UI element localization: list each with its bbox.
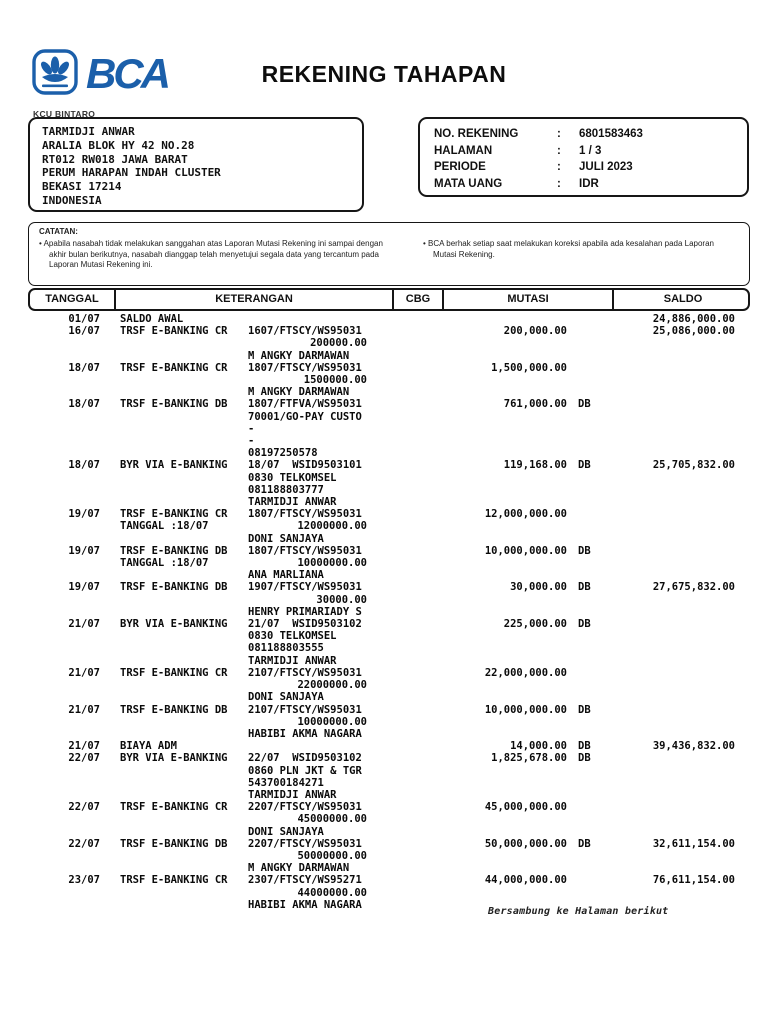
txn-date: 18/07 [68, 361, 100, 374]
txn-detail-line: 10000000.00 [297, 557, 367, 570]
txn-detail-line: 70001/GO-PAY CUSTO [248, 410, 362, 423]
address-line: BEKASI 17214 [42, 180, 122, 194]
txn-db-marker: DB [578, 618, 591, 631]
txn-detail-cell [248, 838, 390, 875]
txn-date-cell [28, 398, 112, 410]
txn-mutasi-amount: 1,825,678.00 [491, 752, 567, 765]
table-row [28, 618, 750, 667]
txn-detail-line: 45000000.00 [297, 813, 367, 826]
txn-detail-cell [248, 801, 390, 838]
txn-detail-line: 22/07 WSID9503102 [248, 752, 362, 765]
txn-type: TRSF E-BANKING CR [120, 325, 228, 338]
txn-detail-line: 0830 TELKOMSEL [248, 471, 337, 484]
txn-detail-line: 543700184271 [248, 776, 324, 789]
txn-detail-cell [248, 398, 390, 459]
table-row [28, 313, 750, 325]
account-info-value: 1 / 3 [579, 144, 602, 157]
txn-detail-line: 1607/FTSCY/WS95031 [248, 325, 362, 338]
account-info-value: 6801583463 [579, 128, 643, 140]
txn-mutasi-cell [440, 398, 610, 410]
txn-saldo: 27,675,832.00 [652, 581, 735, 594]
txn-saldo: 39,436,832.00 [652, 740, 735, 753]
table-row [28, 801, 750, 838]
txn-db-marker: DB [578, 837, 591, 850]
txn-date-cell [28, 545, 112, 557]
txn-type-extra: TANGGAL :18/07 [120, 557, 209, 570]
txn-date-cell [28, 704, 112, 716]
txn-date-cell [28, 801, 112, 813]
txn-detail-line: M ANGKY DARMAWAN [248, 349, 350, 362]
txn-db-marker [567, 801, 610, 813]
table-row [28, 545, 750, 582]
txn-date: 18/07 [68, 459, 100, 472]
account-info-row [434, 159, 733, 176]
txn-date-cell [28, 325, 112, 337]
txn-detail-line: 1500000.00 [303, 374, 367, 387]
txn-saldo-cell [610, 313, 750, 325]
txn-type: TRSF E-BANKING DB [120, 837, 228, 850]
txn-detail-line: TARMIDJI ANWAR [248, 654, 337, 667]
txn-date: 19/07 [68, 508, 100, 521]
account-info-label: NO. REKENING [434, 128, 519, 140]
txn-db-marker [567, 362, 610, 374]
table-row [28, 508, 750, 545]
txn-date-cell [28, 459, 112, 471]
txn-mutasi-cell [440, 459, 610, 471]
txn-mutasi-amount: 50,000,000.00 [484, 837, 567, 850]
txn-type-cell [112, 618, 248, 630]
txn-detail-line: 22000000.00 [297, 679, 367, 692]
account-info-label: MATA UANG [434, 177, 503, 190]
txn-detail-cell [248, 618, 390, 667]
address-line: INDONESIA [42, 193, 102, 207]
txn-db-marker [567, 667, 610, 679]
address-line: RT012 RW018 JAWA BARAT [42, 152, 188, 166]
address-line: ARALIA BLOK HY 42 NO.28 [42, 138, 195, 152]
txn-detail-line: TARMIDJI ANWAR [248, 496, 337, 509]
bca-wordmark: BCA [86, 50, 168, 97]
txn-date-cell [28, 618, 112, 630]
note-item: • BCA berhak setiap saat melakukan koreksi apabila ada kesalahan pada Laporan Mutasi Rekening. [423, 239, 714, 259]
txn-mutasi-amount: 10,000,000.00 [484, 703, 567, 716]
txn-mutasi-amount: 30,000.00 [510, 581, 567, 594]
txn-type-cell [112, 545, 248, 569]
table-row [28, 740, 750, 752]
txn-detail-line: 0830 TELKOMSEL [248, 630, 337, 643]
txn-date-cell [28, 313, 112, 325]
txn-mutasi-cell [440, 667, 610, 679]
txn-type-cell [112, 667, 248, 679]
txn-type: BYR VIA E-BANKING [120, 459, 228, 472]
notes-label: CATATAN: [39, 227, 78, 236]
txn-mutasi-amount: 44,000,000.00 [484, 874, 567, 887]
branch-label: KCU BINTARO [33, 109, 96, 119]
txn-detail-line: HABIBI AKMA NAGARA [248, 727, 362, 740]
txn-type-cell [112, 581, 248, 593]
txn-date-cell [28, 752, 112, 764]
txn-detail-line: DONI SANJAYA [248, 825, 324, 838]
txn-detail-line: 44000000.00 [297, 886, 367, 899]
txn-saldo-cell [610, 459, 750, 471]
table-row [28, 838, 750, 875]
txn-detail-line: 1807/FTSCY/WS95031 [248, 361, 362, 374]
txn-mutasi-amount: 10,000,000.00 [484, 544, 567, 557]
txn-date-cell [28, 667, 112, 679]
txn-type-cell [112, 362, 248, 374]
txn-saldo: 76,611,154.00 [652, 874, 735, 887]
txn-date: 21/07 [68, 618, 100, 631]
address-line: PERUM HARAPAN INDAH CLUSTER [42, 166, 221, 180]
txn-saldo-cell [610, 581, 750, 593]
column-header-cbg: CBG [392, 290, 442, 309]
address-line: TARMIDJI ANWAR [42, 125, 135, 138]
txn-date: 01/07 [68, 313, 100, 325]
txn-detail-cell [248, 581, 390, 618]
table-row [28, 362, 750, 399]
txn-detail-line: 30000.00 [316, 593, 367, 606]
txn-type: TRSF E-BANKING CR [120, 666, 228, 679]
txn-db-marker [567, 508, 610, 520]
txn-mutasi-amount: 200,000.00 [503, 325, 567, 338]
txn-type: SALDO AWAL [120, 313, 184, 325]
txn-date: 21/07 [68, 703, 100, 716]
txn-mutasi-cell [440, 325, 610, 337]
txn-db-marker: DB [578, 703, 591, 716]
txn-date: 22/07 [68, 801, 100, 814]
txn-detail-cell [248, 508, 390, 545]
txn-detail-line: 18/07 WSID9503101 [248, 459, 362, 472]
txn-detail-line: 200000.00 [310, 337, 367, 350]
txn-mutasi-cell [440, 704, 610, 716]
txn-type: BIAYA ADM [120, 740, 177, 753]
account-info-colon: : [557, 161, 561, 173]
txn-date: 18/07 [68, 398, 100, 411]
txn-date: 22/07 [68, 752, 100, 765]
txn-detail-line: HABIBI AKMA NAGARA [248, 898, 362, 911]
table-header [28, 288, 750, 311]
txn-db-marker: DB [578, 459, 591, 472]
notes-box [28, 222, 750, 286]
txn-type: TRSF E-BANKING DB [120, 398, 228, 411]
page-title: REKENING TAHAPAN [261, 61, 507, 87]
txn-detail-line: 2207/FTSCY/WS95031 [248, 837, 362, 850]
notes-items [39, 239, 739, 271]
txn-mutasi-amount: 119,168.00 [503, 459, 567, 472]
table-row [28, 704, 750, 741]
table-row [28, 459, 750, 508]
txn-type: BYR VIA E-BANKING [120, 752, 228, 765]
account-info-value: JULI 2023 [579, 161, 633, 173]
txn-detail-cell [248, 362, 390, 399]
account-info-row [434, 143, 733, 160]
table-row [28, 667, 750, 704]
txn-mutasi-cell [440, 362, 610, 374]
table-row [28, 581, 750, 618]
account-info-value: IDR [579, 177, 599, 190]
txn-type-cell [112, 874, 248, 886]
txn-date-cell [28, 838, 112, 850]
account-info-colon: : [557, 144, 561, 157]
txn-date-cell [28, 874, 112, 886]
txn-mutasi-cell [440, 801, 610, 813]
txn-detail-cell [248, 752, 390, 801]
txn-detail-line: 1807/FTSCY/WS95031 [248, 544, 362, 557]
txn-type-cell [112, 838, 248, 850]
account-info-row [434, 176, 733, 193]
txn-db-marker: DB [578, 581, 591, 594]
txn-type: BYR VIA E-BANKING [120, 618, 228, 631]
txn-detail-line: 12000000.00 [297, 520, 367, 533]
txn-type-cell [112, 704, 248, 716]
txn-detail-line: 50000000.00 [297, 849, 367, 862]
txn-type: TRSF E-BANKING DB [120, 581, 228, 594]
txn-detail-line: 1807/FTSCY/WS95031 [248, 508, 362, 521]
txn-detail-line: DONI SANJAYA [248, 532, 324, 545]
txn-mutasi-amount: 45,000,000.00 [484, 801, 567, 814]
txn-detail-line: 21/07 WSID9503102 [248, 618, 362, 631]
table-row [28, 398, 750, 459]
column-header-keterangan: KETERANGAN [114, 290, 392, 309]
txn-type: TRSF E-BANKING DB [120, 544, 228, 557]
txn-detail-line: ANA MARLIANA [248, 569, 324, 582]
txn-mutasi-cell [440, 874, 610, 886]
txn-mutasi-cell [440, 838, 610, 850]
txn-detail-cell [248, 545, 390, 582]
txn-date-cell [28, 740, 112, 752]
txn-detail-line: 2107/FTSCY/WS95031 [248, 703, 362, 716]
txn-db-marker [567, 325, 610, 337]
txn-detail-line: - [248, 435, 255, 448]
txn-db-marker [567, 874, 610, 886]
txn-type: TRSF E-BANKING DB [120, 703, 228, 716]
txn-detail-line: 081188803555 [248, 642, 324, 655]
txn-type-cell [112, 459, 248, 471]
txn-detail-line: 081188803777 [248, 483, 324, 496]
txn-type-cell [112, 398, 248, 410]
txn-mutasi-cell [440, 581, 610, 593]
txn-detail-line: M ANGKY DARMAWAN [248, 386, 350, 399]
txn-saldo-cell [610, 325, 750, 337]
txn-saldo-cell [610, 740, 750, 752]
table-row [28, 325, 750, 362]
txn-mutasi-amount: 761,000.00 [503, 398, 567, 411]
txn-mutasi-amount: 225,000.00 [503, 618, 567, 631]
txn-type-extra: TANGGAL :18/07 [120, 520, 209, 533]
txn-detail-line: HENRY PRIMARIADY S [248, 605, 362, 618]
txn-date: 16/07 [68, 325, 100, 338]
txn-type: TRSF E-BANKING CR [120, 801, 228, 814]
txn-db-marker: DB [578, 544, 591, 557]
txn-detail-line: M ANGKY DARMAWAN [248, 862, 350, 875]
txn-type-cell [112, 508, 248, 532]
txn-mutasi-cell [440, 508, 610, 520]
txn-date: 21/07 [68, 666, 100, 679]
txn-db-marker: DB [578, 398, 591, 411]
txn-mutasi-cell [440, 618, 610, 630]
txn-saldo: 32,611,154.00 [652, 837, 735, 850]
table-row [28, 752, 750, 801]
txn-mutasi-cell [440, 740, 610, 752]
column-header-mutasi: MUTASI [442, 290, 612, 309]
column-header-tanggal: TANGGAL [45, 293, 99, 305]
txn-detail-line: 2307/FTSCY/WS95271 [248, 874, 362, 887]
txn-detail-line: 0860 PLN JKT & TGR [248, 764, 362, 777]
account-info-label: PERIODE [434, 161, 486, 173]
txn-mutasi-amount: 1,500,000.00 [491, 361, 567, 374]
column-header-saldo: SALDO [612, 290, 750, 309]
txn-date: 19/07 [68, 544, 100, 557]
txn-detail-cell [248, 874, 390, 911]
txn-date: 22/07 [68, 837, 100, 850]
txn-detail-line: 10000000.00 [297, 715, 367, 728]
transactions [28, 313, 750, 911]
txn-type: TRSF E-BANKING CR [120, 361, 228, 374]
txn-saldo-cell [610, 838, 750, 850]
txn-type: TRSF E-BANKING CR [120, 874, 228, 887]
txn-detail-line: DONI SANJAYA [248, 691, 324, 704]
account-info-colon: : [557, 177, 561, 190]
txn-date-cell [28, 508, 112, 520]
customer-address-box [28, 117, 364, 212]
txn-detail-cell [248, 325, 390, 362]
txn-date-cell [28, 362, 112, 374]
account-info-box [418, 117, 749, 197]
txn-mutasi-amount: 14,000.00 [510, 740, 567, 753]
txn-mutasi-amount: 22,000,000.00 [484, 666, 567, 679]
account-info-label: HALAMAN [434, 144, 493, 157]
note-item: • Apabila nasabah tidak melakukan sanggahan atas Laporan Mutasi Rekening ini sampai dengan akhir bulan berikutnya, nasabah dianggap telah menyetujui segala data yang tercantum pada Laporan Mutasi Rekening ini. [39, 239, 383, 269]
txn-mutasi-amount: 12,000,000.00 [484, 508, 567, 521]
txn-saldo: 24,886,000.00 [652, 313, 735, 325]
txn-type-cell [112, 752, 248, 764]
txn-db-marker: DB [578, 740, 591, 753]
txn-date-cell [28, 581, 112, 593]
txn-detail-line: TARMIDJI ANWAR [248, 788, 337, 801]
txn-saldo: 25,086,000.00 [652, 325, 735, 338]
txn-detail-line: 1907/FTSCY/WS95031 [248, 581, 362, 594]
txn-type-cell [112, 801, 248, 813]
txn-date: 21/07 [68, 740, 100, 753]
txn-detail-cell [248, 459, 390, 508]
txn-date: 23/07 [68, 874, 100, 887]
txn-mutasi-cell [440, 545, 610, 557]
continuation-note: Bersambung ke Halaman berikut [488, 906, 669, 917]
txn-detail-line: 1807/FTFVA/WS95031 [248, 398, 362, 411]
txn-saldo: 25,705,832.00 [652, 459, 735, 472]
txn-type: TRSF E-BANKING CR [120, 508, 228, 521]
txn-date: 19/07 [68, 581, 100, 594]
txn-detail-cell [248, 667, 390, 704]
account-info-colon: : [557, 128, 561, 140]
txn-saldo-cell [610, 874, 750, 886]
account-info-row [434, 126, 733, 143]
txn-detail-line: 08197250578 [248, 447, 318, 460]
txn-detail-line: - [248, 422, 255, 435]
txn-db-marker: DB [578, 752, 591, 765]
txn-mutasi-cell [440, 752, 610, 764]
txn-detail-line: 2107/FTSCY/WS95031 [248, 666, 362, 679]
txn-detail-line: 2207/FTSCY/WS95031 [248, 801, 362, 814]
txn-type-cell [112, 313, 248, 325]
txn-type-cell [112, 740, 248, 752]
txn-type-cell [112, 325, 248, 337]
txn-detail-cell [248, 704, 390, 741]
